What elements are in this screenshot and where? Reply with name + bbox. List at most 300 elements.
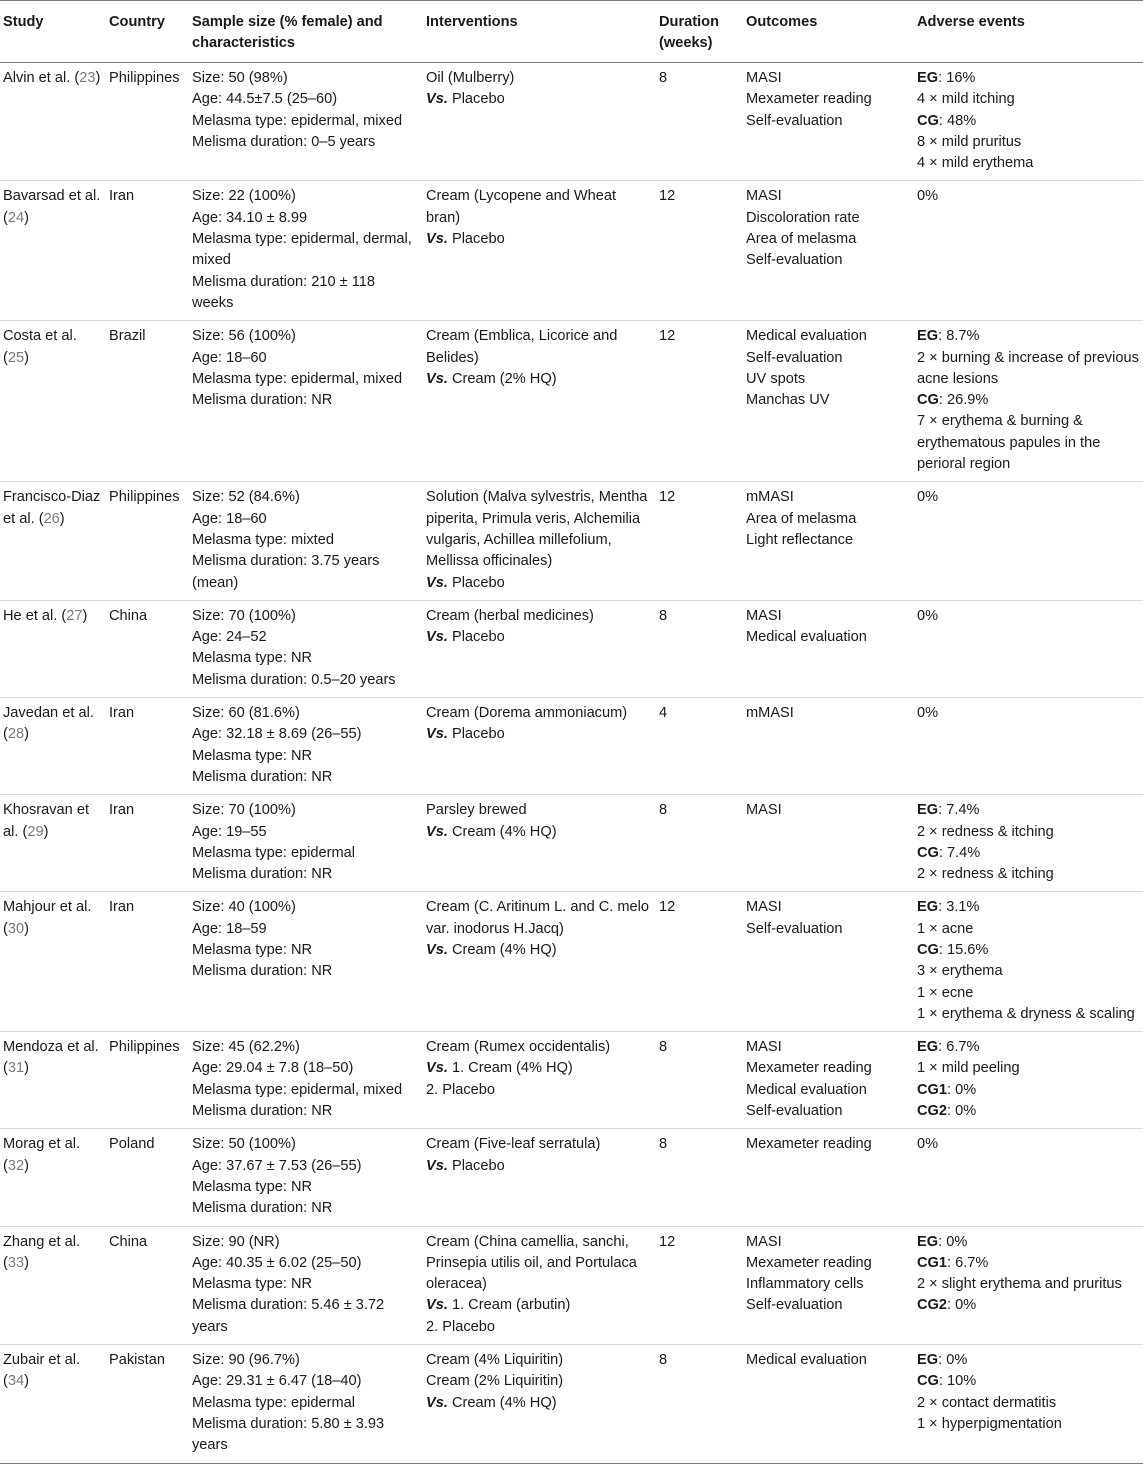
outcome-line: Self-evaluation xyxy=(746,112,843,129)
adverse-text: 4 × mild itching xyxy=(917,91,1015,108)
adverse-text: : 7.4% xyxy=(938,844,981,861)
intervention-line xyxy=(426,326,653,369)
vs-label: Vs. xyxy=(426,91,448,108)
duration-cell xyxy=(656,1129,743,1226)
sample-line: Size: 50 (100%) xyxy=(192,1136,296,1153)
duration-cell xyxy=(656,698,743,795)
outcome-line: Light reflectance xyxy=(746,531,854,548)
country-cell xyxy=(106,795,189,892)
outcome-line: MASI xyxy=(746,1039,782,1056)
intervention-line xyxy=(426,703,653,724)
country: China xyxy=(109,1233,148,1250)
adverse-line xyxy=(917,132,1140,153)
sample-cell xyxy=(189,600,423,697)
sample-line: Age: 18–60 xyxy=(192,510,267,527)
study-reference: 33 xyxy=(7,1254,25,1271)
group-label: EG xyxy=(917,1233,939,1250)
sample-line: Melasma type: mixted xyxy=(192,531,334,548)
sample-line: Size: 50 (98%) xyxy=(192,70,288,86)
study-cell: Bavarsad et al. (24) xyxy=(0,181,106,321)
intervention-text: Oil (Mulberry) xyxy=(426,70,515,86)
group-label: CG xyxy=(917,112,939,129)
group-label: EG xyxy=(917,1039,939,1056)
outcome-line: MASI xyxy=(746,802,782,819)
header-interventions: Interventions xyxy=(423,1,656,63)
duration-cell xyxy=(656,795,743,892)
adverse-line xyxy=(917,1232,1140,1253)
outcome-line: Mexameter reading xyxy=(746,1060,872,1077)
adverse-text: : 7.4% xyxy=(938,802,980,819)
intervention-line xyxy=(426,1232,653,1296)
study-name: Zubair et al. xyxy=(3,1352,81,1369)
adverse-text: : 6.7% xyxy=(947,1254,989,1271)
adverse-text: : 0% xyxy=(947,1081,977,1098)
outcomes-cell xyxy=(743,1345,914,1463)
sample-cell xyxy=(189,1129,423,1226)
sample-line: Age: 37.67 ± 7.53 (26–55) xyxy=(192,1157,362,1174)
interventions-cell xyxy=(423,1226,656,1344)
study-cell: Morag et al. (32) xyxy=(0,1129,106,1226)
study-cell: Alvin et al. (23) xyxy=(0,63,106,181)
country: Iran xyxy=(109,802,135,819)
sample-line: Melisma duration: 0–5 years xyxy=(192,133,376,150)
intervention-text: Cream (Rumex occidentalis) xyxy=(426,1039,611,1056)
adverse-line xyxy=(917,153,1140,174)
study-cell: Zhang et al. (33) xyxy=(0,1226,106,1344)
duration-cell xyxy=(656,1226,743,1344)
vs-label: Vs. xyxy=(426,370,448,387)
study-reference: 34 xyxy=(7,1373,25,1390)
intervention-text: Cream (2% HQ) xyxy=(447,370,557,387)
header-study: Study xyxy=(0,1,106,63)
country: Brazil xyxy=(109,328,146,345)
intervention-text: Placebo xyxy=(447,91,505,108)
study-name: Francisco-Diaz et al. xyxy=(3,489,101,527)
interventions-cell xyxy=(423,698,656,795)
country-cell xyxy=(106,1129,189,1226)
study-reference: 25 xyxy=(7,349,25,366)
sample-line: Melasma type: NR xyxy=(192,1178,313,1195)
intervention-line xyxy=(426,822,653,843)
adverse-text: : 48% xyxy=(938,112,977,129)
intervention-line xyxy=(426,1134,653,1155)
sample-line: Size: 90 (96.7%) xyxy=(192,1352,300,1369)
sample-cell xyxy=(189,482,423,600)
adverse-text: 2 × contact dermatitis xyxy=(917,1394,1057,1411)
adverse-text: : 0% xyxy=(947,1297,977,1314)
sample-line: Melisma duration: NR xyxy=(192,1200,333,1217)
sample-line: Melasma type: NR xyxy=(192,650,313,667)
vs-label: Vs. xyxy=(426,1157,448,1174)
duration-cell xyxy=(656,482,743,600)
adverse-line xyxy=(917,1350,1140,1371)
study-name: Morag et al. xyxy=(3,1136,81,1153)
country-cell xyxy=(106,63,189,181)
adverse-text: 3 × erythema xyxy=(917,963,1003,980)
adverse-text: 1 × acne xyxy=(917,920,974,937)
sample-line: Melasma type: epidermal, dermal, mixed xyxy=(192,231,412,269)
sample-line: Age: 18–60 xyxy=(192,349,267,366)
adverse-text: 4 × mild erythema xyxy=(917,155,1034,172)
sample-line: Melasma type: epidermal, mixed xyxy=(192,370,403,387)
adverse-line xyxy=(917,843,1140,864)
country-cell xyxy=(106,892,189,1032)
vs-label: Vs. xyxy=(426,1060,448,1077)
outcome-line: Self-evaluation xyxy=(746,920,843,937)
adverse-line xyxy=(917,111,1140,132)
study-reference: 26 xyxy=(43,510,60,527)
country-cell xyxy=(106,600,189,697)
country: Philippines xyxy=(109,1039,180,1056)
intervention-line xyxy=(426,800,653,821)
intervention-line xyxy=(426,627,653,648)
intervention-line xyxy=(426,573,653,594)
intervention-text: Cream (Lycopene and Wheat bran) xyxy=(426,188,617,226)
intervention-line xyxy=(426,1037,653,1058)
adverse-line xyxy=(917,326,1140,347)
sample-line: Size: 40 (100%) xyxy=(192,899,296,916)
sample-cell xyxy=(189,795,423,892)
study-cell: He et al. (27) xyxy=(0,600,106,697)
intervention-line xyxy=(426,487,653,572)
adverse-events-cell xyxy=(914,1032,1143,1129)
table-row xyxy=(0,600,1143,697)
adverse-text: 1 × mild peeling xyxy=(917,1060,1020,1077)
table-row xyxy=(0,1032,1143,1129)
adverse-line xyxy=(917,68,1140,89)
sample-line: Age: 32.18 ± 8.69 (26–55) xyxy=(192,726,362,743)
duration: 8 xyxy=(659,1039,668,1056)
duration: 12 xyxy=(659,328,676,345)
intervention-line xyxy=(426,606,653,627)
vs-label: Vs. xyxy=(426,629,448,646)
duration: 8 xyxy=(659,1352,668,1369)
table-row xyxy=(0,698,1143,795)
group-label: CG xyxy=(917,844,939,861)
outcomes-cell xyxy=(743,181,914,321)
adverse-line xyxy=(917,1080,1140,1101)
sample-line: Melisma duration: 5.46 ± 3.72 years xyxy=(192,1297,385,1335)
outcome-line: Area of melasma xyxy=(746,231,857,248)
adverse-text: : 15.6% xyxy=(938,941,989,958)
study-reference: 32 xyxy=(7,1157,25,1174)
group-label: CG2 xyxy=(917,1103,948,1120)
sample-line: Melisma duration: 5.80 ± 3.93 years xyxy=(192,1415,385,1454)
intervention-line xyxy=(426,369,653,390)
study-reference: 30 xyxy=(7,920,25,937)
intervention-line xyxy=(426,229,653,250)
sample-line: Size: 56 (100%) xyxy=(192,328,296,345)
outcomes-cell xyxy=(743,482,914,600)
duration: 12 xyxy=(659,188,676,205)
outcome-line: MASI xyxy=(746,188,782,205)
intervention-text: 1. Cream (arbutin) xyxy=(447,1297,571,1314)
country-cell xyxy=(106,1032,189,1129)
adverse-line xyxy=(917,983,1140,1004)
intervention-text: Placebo xyxy=(447,231,505,248)
country: Poland xyxy=(109,1136,155,1153)
study-cell: Mendoza et al. (31) xyxy=(0,1032,106,1129)
study-reference: 29 xyxy=(27,823,44,840)
study-reference: 24 xyxy=(7,209,25,226)
outcome-line: Medical evaluation xyxy=(746,1352,867,1369)
outcome-line: Manchas UV xyxy=(746,392,830,409)
intervention-line xyxy=(426,1080,653,1101)
header-row xyxy=(0,1,1143,63)
intervention-line xyxy=(426,940,653,961)
outcome-line: Self-evaluation xyxy=(746,1297,843,1314)
study-reference: 27 xyxy=(66,607,83,624)
sample-line: Melisma duration: NR xyxy=(192,963,333,980)
duration: 12 xyxy=(659,1233,676,1250)
adverse-events-cell xyxy=(914,63,1143,181)
adverse-events-cell xyxy=(914,1226,1143,1344)
outcomes-cell xyxy=(743,1129,914,1226)
sample-cell xyxy=(189,1226,423,1344)
intervention-line xyxy=(426,1350,653,1371)
intervention-text: Solution (Malva sylvestris, Mentha piperita, Primula veris, Alchemilia vulgaris, Achillea millefolium, Mellissa officinales) xyxy=(426,489,648,570)
intervention-text: Cream (4% HQ) xyxy=(447,941,557,958)
study-cell: Javedan et al. (28) xyxy=(0,698,106,795)
sample-line: Melisma duration: 3.75 years (mean) xyxy=(192,553,380,591)
adverse-line xyxy=(917,487,1140,508)
sample-line: Age: 19–55 xyxy=(192,823,267,840)
group-label: EG xyxy=(917,70,939,86)
adverse-text: 0% xyxy=(917,489,939,506)
outcomes-cell xyxy=(743,63,914,181)
country-cell xyxy=(106,181,189,321)
adverse-line xyxy=(917,606,1140,627)
country-cell xyxy=(106,698,189,795)
adverse-line xyxy=(917,1058,1140,1079)
sample-cell xyxy=(189,698,423,795)
outcome-line: MASI xyxy=(746,70,782,86)
adverse-text: 2 × burning & increase of previous acne lesions xyxy=(917,349,1139,387)
study-name: Zhang et al. xyxy=(3,1233,81,1250)
intervention-text: Placebo xyxy=(447,629,505,646)
vs-label: Vs. xyxy=(426,726,448,743)
adverse-line xyxy=(917,89,1140,110)
vs-label: Vs. xyxy=(426,231,448,248)
outcome-line: MASI xyxy=(746,1233,782,1250)
duration: 8 xyxy=(659,607,668,624)
sample-cell xyxy=(189,892,423,1032)
duration: 4 xyxy=(659,705,668,722)
group-label: EG xyxy=(917,899,939,916)
intervention-text: Cream (China camellia, sanchi, Prinsepia utilis oil, and Portulaca oleracea) xyxy=(426,1233,637,1293)
outcome-line: Self-evaluation xyxy=(746,1103,843,1120)
sample-line: Melisma duration: 0.5–20 years xyxy=(192,671,396,688)
adverse-line xyxy=(917,1134,1140,1155)
adverse-events-cell xyxy=(914,482,1143,600)
duration-cell xyxy=(656,892,743,1032)
outcome-line: Medical evaluation xyxy=(746,328,867,345)
adverse-text: 2 × slight erythema and pruritus xyxy=(917,1276,1122,1293)
adverse-text: : 8.7% xyxy=(938,328,980,345)
outcome-line: MASI xyxy=(746,899,782,916)
sample-line: Melasma type: NR xyxy=(192,1276,313,1293)
outcome-line: Discoloration rate xyxy=(746,209,860,226)
outcome-line: Medical evaluation xyxy=(746,1081,867,1098)
duration: 8 xyxy=(659,1136,668,1153)
study-reference: 28 xyxy=(7,726,25,743)
adverse-line xyxy=(917,703,1140,724)
interventions-cell xyxy=(423,181,656,321)
intervention-line xyxy=(426,1371,653,1392)
adverse-line xyxy=(917,1393,1140,1414)
study-cell: Zubair et al. (34) xyxy=(0,1345,106,1463)
outcome-line: Mexameter reading xyxy=(746,1136,872,1153)
outcomes-cell xyxy=(743,1032,914,1129)
country: Pakistan xyxy=(109,1352,165,1369)
group-label: EG xyxy=(917,328,939,345)
outcome-line: mMASI xyxy=(746,489,794,506)
adverse-text: 1 × erythema & dryness & scaling xyxy=(917,1005,1135,1022)
adverse-text: : 0% xyxy=(938,1352,968,1369)
adverse-events-cell xyxy=(914,795,1143,892)
group-label: CG xyxy=(917,392,939,409)
sample-line: Size: 70 (100%) xyxy=(192,607,296,624)
adverse-text: 0% xyxy=(917,607,939,624)
sample-line: Melisma duration: 210 ± 118 weeks xyxy=(192,273,375,311)
adverse-line xyxy=(917,961,1140,982)
sample-line: Size: 70 (100%) xyxy=(192,802,296,819)
study-cell: Francisco-Diaz et al. (26) xyxy=(0,482,106,600)
duration-cell xyxy=(656,321,743,482)
adverse-line xyxy=(917,348,1140,391)
group-label: CG xyxy=(917,941,939,958)
study-name: Mendoza et al. xyxy=(3,1039,99,1056)
table-row xyxy=(0,795,1143,892)
country: China xyxy=(109,607,148,624)
intervention-line xyxy=(426,89,653,110)
intervention-text: 2. Placebo xyxy=(426,1081,495,1098)
intervention-text: Placebo xyxy=(447,1157,505,1174)
outcome-line: mMASI xyxy=(746,705,794,722)
duration-cell xyxy=(656,1032,743,1129)
outcome-line: Area of melasma xyxy=(746,510,857,527)
sample-line: Melasma type: NR xyxy=(192,747,313,764)
header-adverse-events: Adverse events xyxy=(914,1,1143,63)
adverse-events-cell xyxy=(914,892,1143,1032)
adverse-line xyxy=(917,1037,1140,1058)
interventions-cell xyxy=(423,63,656,181)
duration: 12 xyxy=(659,489,676,506)
sample-line: Age: 18–59 xyxy=(192,920,267,937)
outcomes-cell xyxy=(743,1226,914,1344)
group-label: EG xyxy=(917,1352,939,1369)
group-label: CG xyxy=(917,1373,939,1390)
intervention-text: Cream (4% Liquiritin) xyxy=(426,1352,564,1369)
sample-line: Age: 29.04 ± 7.8 (18–50) xyxy=(192,1060,354,1077)
sample-line: Age: 40.35 ± 6.02 (25–50) xyxy=(192,1254,362,1271)
country: Philippines xyxy=(109,70,180,86)
study-name: Alvin et al. xyxy=(3,70,71,86)
intervention-text: Placebo xyxy=(447,574,505,591)
intervention-line xyxy=(426,1317,653,1338)
adverse-text: 0% xyxy=(917,188,939,205)
adverse-text: : 6.7% xyxy=(938,1039,980,1056)
adverse-text: : 10% xyxy=(938,1373,977,1390)
group-label: CG1 xyxy=(917,1254,948,1271)
adverse-line xyxy=(917,1004,1140,1025)
outcome-line: Self-evaluation xyxy=(746,252,843,269)
table-row xyxy=(0,63,1143,181)
interventions-cell xyxy=(423,1129,656,1226)
duration: 12 xyxy=(659,899,676,916)
duration-cell xyxy=(656,1345,743,1463)
study-name: He et al. xyxy=(3,607,58,624)
adverse-line xyxy=(917,897,1140,918)
table-row xyxy=(0,482,1143,600)
adverse-line xyxy=(917,940,1140,961)
interventions-cell xyxy=(423,1032,656,1129)
duration: 8 xyxy=(659,802,668,819)
sample-cell xyxy=(189,1345,423,1463)
adverse-events-cell xyxy=(914,1345,1143,1463)
adverse-text: 2 × redness & itching xyxy=(917,823,1054,840)
adverse-line xyxy=(917,411,1140,475)
intervention-line xyxy=(426,1393,653,1414)
sample-cell xyxy=(189,181,423,321)
country: Iran xyxy=(109,188,135,205)
study-reference: 23 xyxy=(79,70,96,86)
adverse-line xyxy=(917,864,1140,885)
intervention-line xyxy=(426,1295,653,1316)
intervention-line xyxy=(426,1156,653,1177)
adverse-text: 0% xyxy=(917,705,939,722)
adverse-line xyxy=(917,822,1140,843)
sample-line: Melisma duration: NR xyxy=(192,1103,333,1120)
sample-line: Size: 52 (84.6%) xyxy=(192,489,300,506)
study-name: Khosravan et al. xyxy=(3,802,89,840)
sample-line: Size: 45 (62.2%) xyxy=(192,1039,300,1056)
study-cell: Khosravan et al. (29) xyxy=(0,795,106,892)
adverse-line xyxy=(917,800,1140,821)
group-label: CG1 xyxy=(917,1081,948,1098)
duration: 8 xyxy=(659,70,668,86)
sample-line: Age: 34.10 ± 8.99 xyxy=(192,209,308,226)
intervention-text: Parsley brewed xyxy=(426,802,527,819)
intervention-text: 1. Cream (4% HQ) xyxy=(447,1060,573,1077)
intervention-text: Placebo xyxy=(447,726,505,743)
adverse-line xyxy=(917,1371,1140,1392)
sample-line: Melasma type: epidermal, mixed xyxy=(192,1081,403,1098)
adverse-text: 8 × mild pruritus xyxy=(917,133,1022,150)
table-row xyxy=(0,181,1143,321)
adverse-text: 7 × erythema & burning & erythematous papules in the perioral region xyxy=(917,413,1101,473)
intervention-text: Cream (4% HQ) xyxy=(447,823,557,840)
intervention-text: Cream (2% Liquiritin) xyxy=(426,1373,564,1390)
adverse-line xyxy=(917,919,1140,940)
table-row xyxy=(0,321,1143,482)
intervention-line xyxy=(426,186,653,229)
interventions-cell xyxy=(423,1345,656,1463)
vs-label: Vs. xyxy=(426,1394,448,1411)
adverse-line xyxy=(917,390,1140,411)
group-label: EG xyxy=(917,802,939,819)
vs-label: Vs. xyxy=(426,823,448,840)
intervention-text: Cream (Five-leaf serratula) xyxy=(426,1136,601,1153)
table-row xyxy=(0,1345,1143,1463)
sample-line: Melisma duration: NR xyxy=(192,392,333,409)
adverse-text: 1 × hyperpigmentation xyxy=(917,1415,1062,1432)
group-label: CG2 xyxy=(917,1297,948,1314)
study-cell: Mahjour et al. (30) xyxy=(0,892,106,1032)
intervention-text: Cream (Emblica, Licorice and Belides) xyxy=(426,328,618,366)
intervention-text: Cream (4% HQ) xyxy=(447,1394,557,1411)
adverse-text: 0% xyxy=(917,1136,939,1153)
